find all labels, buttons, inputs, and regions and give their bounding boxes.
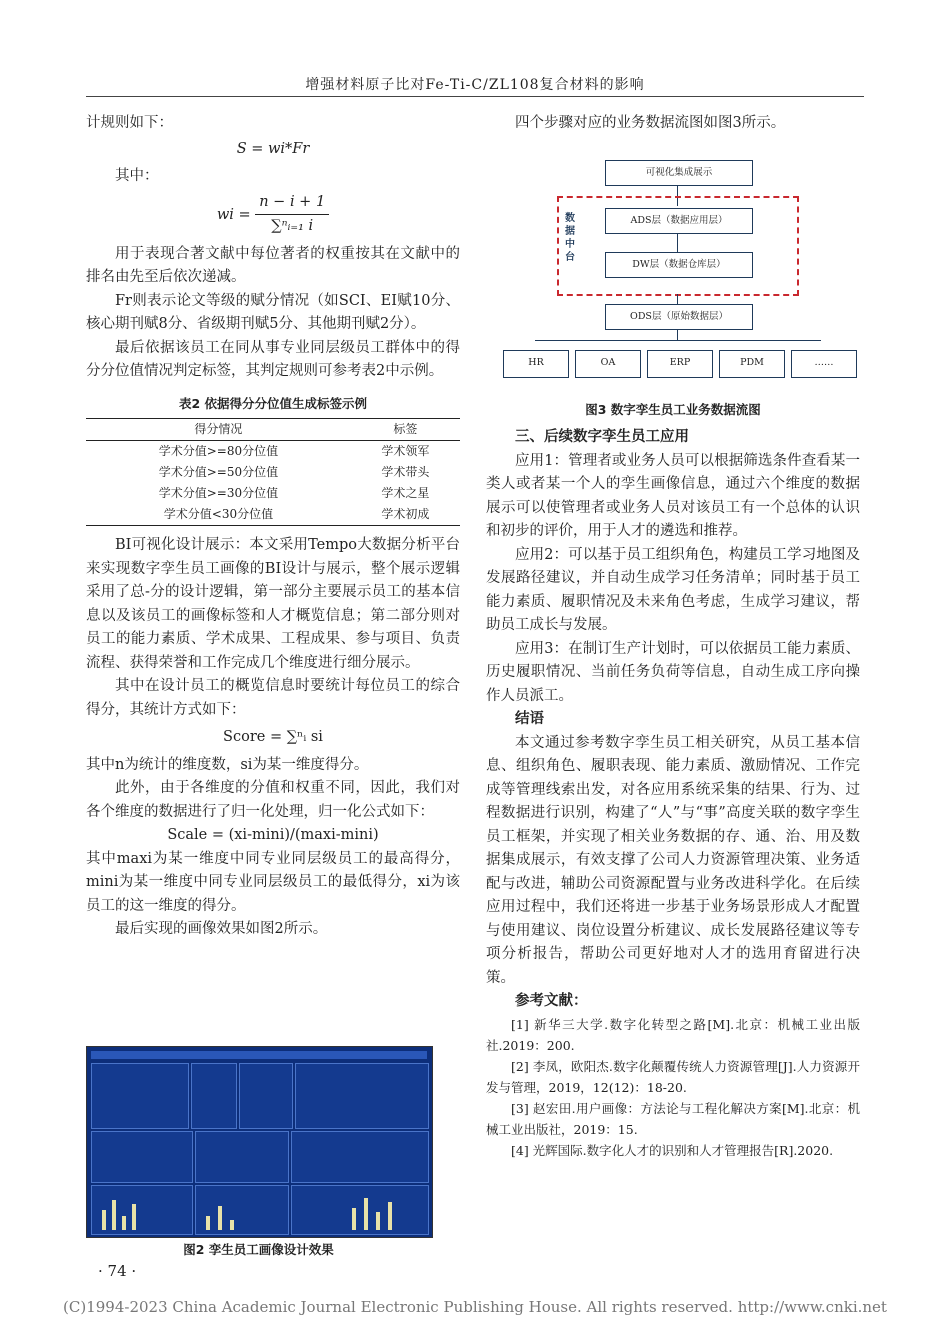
running-header: 增强材料原子比对Fe-Ti-C/ZL108复合材料的影响 xyxy=(305,77,645,93)
reference-item: [2] 李凤，欧阳杰.数字化颠覆传统人力资源管理[J].人力资源开发与管理，2019，12(12)：18-20. xyxy=(486,1058,860,1095)
table-cell: 学术分值>=30分位值 xyxy=(158,486,279,500)
references-heading: 参考文献： xyxy=(515,993,588,1009)
figure-3-caption: 图3 数字孪生员工业务数据流图 xyxy=(585,402,761,417)
table-cell: 学术带头 xyxy=(381,465,430,479)
flow-box-ads: ADS层（数据应用层） xyxy=(605,208,753,234)
table-header: 标签 xyxy=(351,419,460,441)
paragraph: 计规则如下： xyxy=(86,115,173,131)
table-cell: 学术分值>=50分位值 xyxy=(158,465,279,479)
data-flow-diagram xyxy=(497,148,863,393)
paragraph: 其中在设计员工的概览信息时要统计每位员工的综合得分，其统计方式如下： xyxy=(86,678,460,718)
flow-arrow xyxy=(677,330,678,340)
paragraph: 用于表现合著文献中每位著者的权重按其在文献中的排名由先至后依次递减。 xyxy=(86,245,460,285)
paragraph: 最后实现的画像效果如图2所示。 xyxy=(115,921,328,937)
paragraph: 最后依据该员工在同从事专业同层级员工群体中的得分分位值情况判定标签，其判定规则可参考表2中示例。 xyxy=(86,339,460,379)
paragraph: 应用3：在制订生产计划时，可以依据员工能力素质、历史履职情况、当前任务负荷等信息，自动生成工序向操作人员派工。 xyxy=(486,640,860,704)
reference-list xyxy=(486,1014,860,1161)
numerator: n − i + 1 xyxy=(255,191,329,216)
table-header: 得分情况 xyxy=(86,419,351,441)
table-row xyxy=(86,483,460,504)
flow-box-dw: DW层（数据仓库层） xyxy=(605,252,753,278)
section-heading: 三、后续数字孪生员工应用 xyxy=(515,429,689,445)
fraction xyxy=(255,191,329,239)
source-box-pdm: PDM xyxy=(719,350,785,378)
table-cell: 学术分值>=80分位值 xyxy=(158,444,279,458)
table-cell: 学术之星 xyxy=(381,486,430,500)
paragraph: 本文通过参考数字孪生员工相关研究，从员工基本信息、组织角色、履职表现、能力素质、激励情况、工作完成等管理线索出发，对各应用系统采集的结果、行为、过程数据进行识别，构建了“人”与“事”高度关联的数字孪生员工框架，并实现了相关业务数据的存、通、治、用及数据集成展示，有效支撑了公司人力资源管理决策、业务适配与改进，辅助公司资源配置与业务改进科学化。在后续应用过程中，我们还将进一步基于业务场景形成人才配置与使用建议、岗位设置分析建议、成长发展路径建议等专项分析报告，帮助公司更好地对人才的选用育留进行决策。 xyxy=(486,734,860,986)
right-column-body xyxy=(486,426,860,1161)
paragraph: 其中： xyxy=(115,168,159,184)
section-heading-conclusion: 结语 xyxy=(515,711,544,727)
page-number: · 74 · xyxy=(98,1262,137,1280)
paragraph: 应用1：管理者或业务人员可以根据筛选条件查看某一类人或者某一个人的孪生画像信息，通过六个维度的数据展示可以使管理者或业务人员对该员工有一个总体的认识和初步的评价，用于人才的遴选和推荐。 xyxy=(486,452,860,539)
reference-item: [4] 光辉国际.数字化人才的识别和人才管理报告[R].2020. xyxy=(511,1142,834,1158)
formula-lhs: wi = xyxy=(216,206,251,223)
source-box-erp: ERP xyxy=(647,350,713,378)
table-row xyxy=(86,462,460,483)
table-cell: 学术分值<30分位值 xyxy=(86,504,351,526)
formula-wi xyxy=(86,191,460,239)
label-table xyxy=(86,418,460,526)
left-column xyxy=(86,112,460,942)
data-middle-platform-label: 数据中台 xyxy=(565,213,575,263)
flow-box-ods: ODS层（原始数据层） xyxy=(605,304,753,330)
flow-arrow xyxy=(677,234,678,252)
reference-item: [3] 赵宏田.用户画像：方法论与工程化解决方案[M].北京：机械工业出版社，2019：15. xyxy=(486,1100,860,1137)
figure-2-caption: 图2 孪生员工画像设计效果 xyxy=(183,1242,334,1257)
header-rule xyxy=(86,96,864,97)
paragraph: Fr则表示论文等级的赋分情况（如SCI、EI赋10分、核心期刊赋8分、省级期刊赋5分、其他期刊赋2分）。 xyxy=(86,292,460,332)
paragraph: 应用2：可以基于员工组织角色，构建员工学习地图及发展路径建议，并自动生成学习任务清单；同时基于员工能力素质、履职情况及未来角色考虑，生成学习建议，帮助员工成长与发展。 xyxy=(486,546,860,633)
source-box-more: …… xyxy=(791,350,857,378)
copyright-footer: (C)1994-2023 China Academic Journal Electronic Publishing House. All rights reserved. http://www.cnki.net xyxy=(63,1298,887,1316)
flow-arrow xyxy=(677,294,678,304)
source-box-oa: OA xyxy=(575,350,641,378)
flow-connector xyxy=(535,340,821,341)
paragraph: 四个步骤对应的业务数据流图如图3所示。 xyxy=(515,115,786,131)
table-caption: 表2 依据得分分位值生成标签示例 xyxy=(178,395,368,411)
formula-s: S = wi*Fr xyxy=(236,140,310,157)
paragraph: 其中maxi为某一维度中同专业同层级员工的最高得分，mini为某一维度中同专业同层级员工的最低得分，xi为该员工的这一维度的得分。 xyxy=(86,850,460,914)
denominator: ∑ⁿᵢ₌₁ i xyxy=(271,218,314,234)
paragraph: BI可视化设计展示：本文采用Tempo大数据分析平台来实现数字孪生员工画像的BI设计与展示，整个展示逻辑采用了总-分的设计逻辑，第一部分主要展示员工的基本信息以及该员工的画像标签和人才概览信息；第二部分则对员工的能力素质、学术成果、工程成果、参与项目、负责流程、获得荣誉和工作完成几个维度进行细分展示。 xyxy=(86,537,460,671)
paragraph: 此外，由于各维度的分值和权重不同，因此，我们对各个维度的数据进行了归一化处理，归一化公式如下： xyxy=(86,780,460,820)
paragraph: 其中n为统计的维度数，si为某一维度得分。 xyxy=(86,756,369,773)
dashboard-figure xyxy=(86,1046,433,1238)
table-row xyxy=(86,441,460,463)
formula-score: Score = ∑ⁿᵢ si xyxy=(223,729,323,745)
reference-item: [1] 新华三大学.数字化转型之路[M].北京：机械工业出版社.2019：200. xyxy=(486,1016,860,1053)
table-cell: 学术初成 xyxy=(351,504,460,526)
formula-scale: Scale = (xi-mini)/(maxi-mini) xyxy=(167,827,379,843)
right-column-top xyxy=(486,112,860,136)
source-box-hr: HR xyxy=(503,350,569,378)
table-row xyxy=(86,504,460,526)
flow-box-visualization: 可视化集成展示 xyxy=(605,160,753,186)
table-cell: 学术领军 xyxy=(381,444,430,458)
